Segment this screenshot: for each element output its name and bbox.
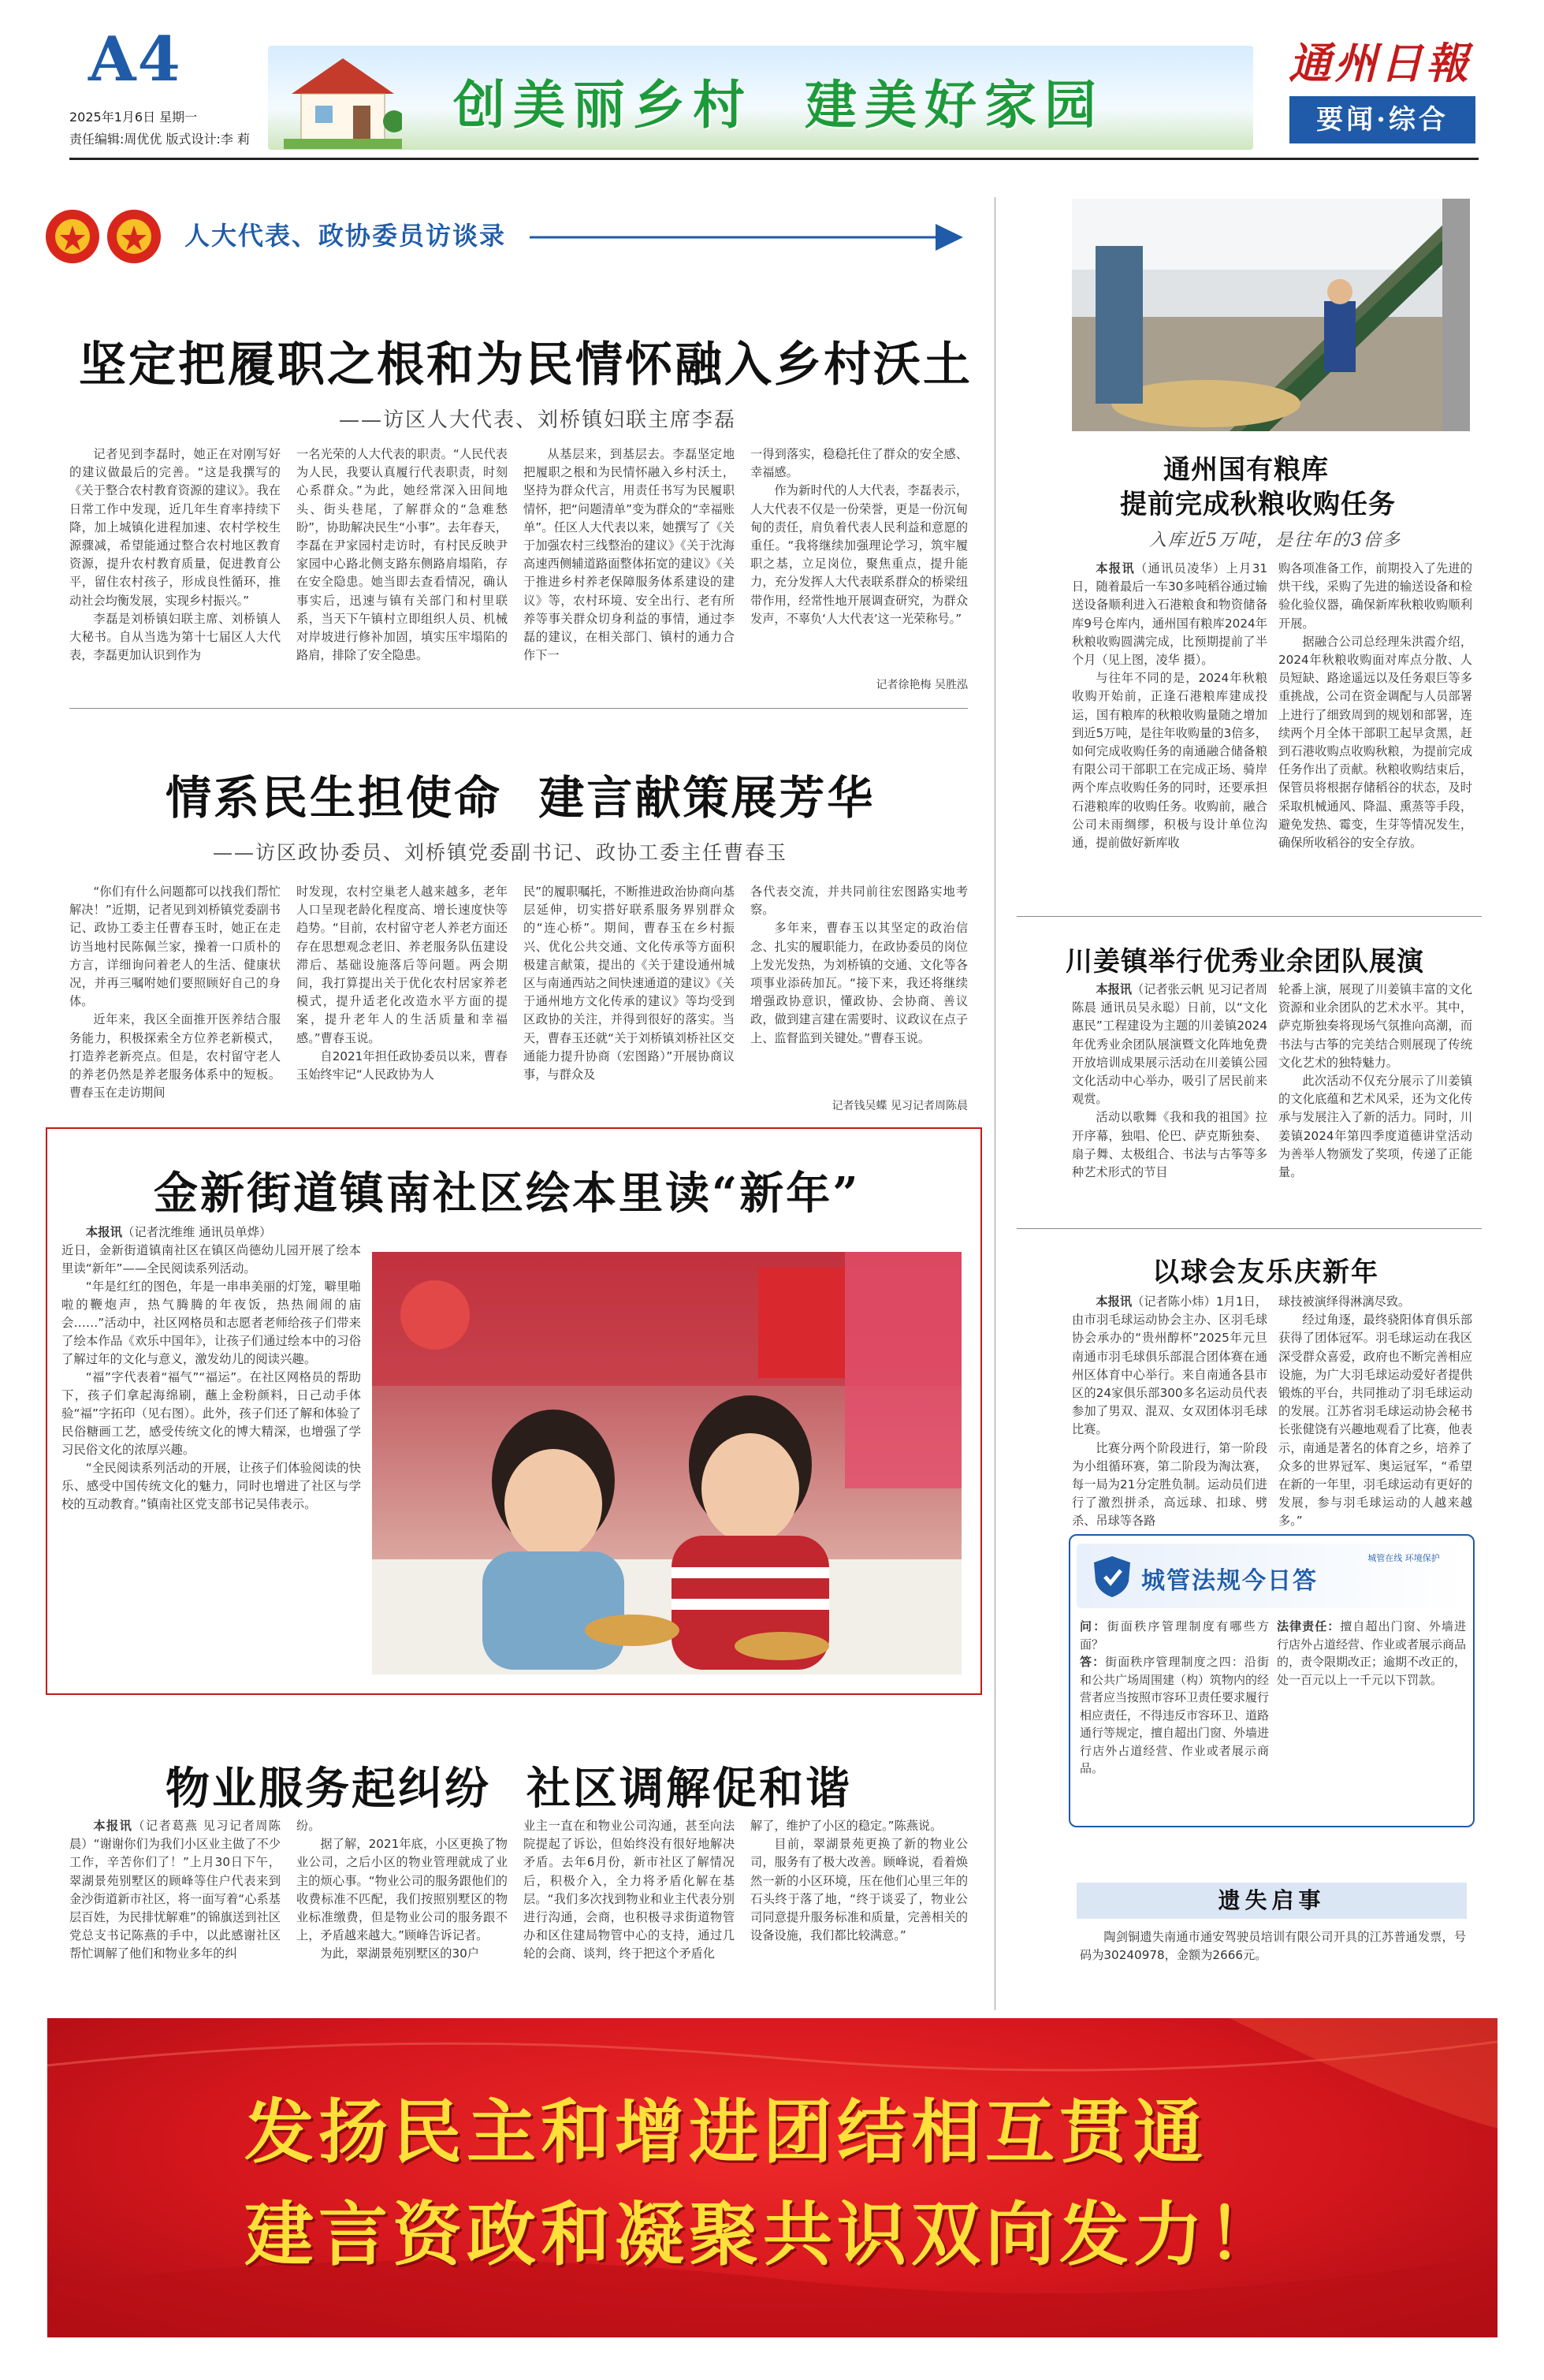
emblem-icon — [41, 203, 175, 274]
banner-line1: 发扬民主和增进团结相互贯通 — [244, 2091, 1208, 2173]
column-tag-label: 人大代表、政协委员访谈录 — [184, 221, 507, 251]
section-label: 要闻·综合 — [1289, 96, 1475, 143]
divider — [1017, 916, 1482, 917]
right1-title-line1: 通州国有粮库 — [1163, 454, 1329, 486]
editors-credit: 责任编辑:周优优 版式设计:李 莉 — [69, 132, 250, 147]
article4-title: 物业服务起纠纷 社区调解促和谐 — [166, 1763, 852, 1815]
article3-title: 金新街道镇南社区绘本里读“新年” — [154, 1168, 861, 1220]
page-header — [0, 0, 1544, 158]
issue-date: 2025年1月6日 星期一 — [69, 110, 198, 125]
article4-col2: 纷。 据了解，2021年底，小区更换了物业公司，之后小区的物业管理就成了业主的烦心事。“物业公司的服务跟他们的收费标准不匹配，我们按照别墅区的物业标准缴费，但是物业公司的服务跟不上，矛盾越来越大。”顾峰告诉记者。 为此，翠湖景苑别墅区的30户 — [296, 1819, 508, 1961]
right1-subtitle: 入库近5万吨，是往年的3倍多 — [1149, 531, 1401, 550]
article1-subtitle: ——访区人大代表、刘桥镇妇联主席李磊 — [339, 408, 737, 432]
right2-title: 川姜镇举行优秀业余团队展演 — [1066, 946, 1424, 978]
header-rule — [69, 158, 1479, 160]
article2-subtitle: ——访区政协委员、刘桥镇党委副书记、政协工委主任曹春玉 — [213, 841, 788, 864]
article2-title: 情系民生担使命 建言献策展芳华 — [166, 771, 876, 825]
lost-body: 陶剑铜遗失南通市通安驾驶员培训有限公司开具的江苏普通发票，号码为30240978，金额为2666元。 — [1080, 1930, 1466, 1963]
right1-col1: 本报讯（通讯员凌华）上月31日，随着最后一车30多吨稻谷通过输送设备顺利进入石港粮食和物资储备库9号仓库内，通州国有粮库2024年秋粮收购圆满完成，比预期提前了半个月（见上图，凌华 摄）。 与往年不同的是，2024年秋粮收购开始前，正逢石港粮库建成投运，国有粮库的秋粮收购量随之增加到近5万吨，是往年收购量的3倍多，如何完成收购任务的南通融合储备粮有限公司干部职工在完成正场、骑岸两个库点收购任务的同时，还要承担石港粮库的收购任务。收购前，融合公司未雨绸缪，积极与设计单位沟通，提前做好新库收 — [1072, 561, 1268, 851]
lost-notice — [1069, 1883, 1475, 2017]
bottom-banner — [47, 2018, 1497, 2337]
grain-depot-photo — [1072, 199, 1470, 431]
article2-col3: 民”的履职嘱托，不断推进政治协商向基层延伸，切实搭好联系服务界别群众的“连心桥”。期间，曹春玉在乡村振兴、优化公共交通、文化传承等方面积极建言献策，提出的《关于建设通州城区与南通西站之间快速通道的建议》《关于通州地方文化传承的建议》等均受到区政协的关注，并得到很好的落实。当天，曹春玉还就“关于刘桥镇刘桥社区交通能力提升协商（宏图路）”开展协商议事，与群众及 — [523, 885, 735, 1082]
law-title: 城管法规今日答 — [1141, 1567, 1318, 1595]
right1-title-line2: 提前完成秋粮收购任务 — [1120, 489, 1396, 520]
article2-byline: 记者钱吴蝶 见习记者周陈晨 — [832, 1100, 968, 1112]
article2-col2: 时发现，农村空巢老人越来越多，老年人口呈现老龄化程度高、增长速度快等趋势。“目前，农村留守老人养老方面还存在思想观念老旧、养老服务队伍建设滞后、基础设施落后等问题。两会期间，我打算提出关于优化农村居家养老模式，提升适老化改造水平方面的提案，提升老年人的生活质量和幸福感。”曹春玉说。 自2021年担任政协委员以来，曹春玉始终牢记“人民政协为人 — [296, 885, 508, 1082]
article4-col4: 解了，维护了小区的稳定。”陈燕说。 目前，翠湖景苑更换了新的物业公司，服务有了极大改善。顾峰说，看着焕然一新的小区环境，压在他们心里三年的石头终于落了地，“终于谈妥了，物业公司同意提升服务标准和质量，完善相关的设备设施，我们都比较满意。” — [750, 1819, 968, 1943]
header-banner — [268, 46, 1253, 150]
right3-col2: 球技被演绎得淋漓尽致。 经过角逐，最终骁阳体育俱乐部获得了团体冠军。羽毛球运动在我区深受群众喜爱，政府也不断完善相应设施，为广大羽毛球运动爱好者提供锻炼的平台，共同推动了羽毛球运动的发展。江苏省羽毛球运动协会秘书长张健饶有兴趣地观看了比赛，他表示，南通是著名的体育之乡，培养了众多的世界冠军、奥运冠军，“希望在新的一年里，羽毛球运动有更好的发展，参与羽毛球运动的人越来越多。” — [1278, 1294, 1472, 1529]
divider — [69, 708, 968, 709]
banner-slogan: 创美丽乡村 建美好家园 — [453, 74, 1104, 136]
right1-col2: 购各项准备工作，前期投入了先进的烘干线，采购了先进的输送设备和检验化验仪器，确保新库秋粮收购顺利开展。 据融合公司总经理朱洪霞介绍，2024年秋粮收购面对库点分散、人员短缺、路途遥远以及任务艰巨等多重挑战，公司在资金调配与人员部署上进行了细致周到的规划和部署，连续两个月全体干部职工起早贪黑，赶到石港收购点收购秋粮，为提前完成任务作出了贡献。秋粮收购结束后，保管员将根据存储稻谷的状态，及时采取机械通风、降温、熏蒸等手段，避免发热、霉变，生芽等情况发生，确保所收稻谷的安全存放。 — [1278, 561, 1472, 851]
page-number: A4 — [88, 24, 182, 95]
shield-icon — [1091, 1555, 1133, 1599]
arrow-icon — [530, 218, 971, 257]
article1-byline: 记者徐艳梅 吴胜泓 — [876, 679, 968, 691]
masthead-logo: 通州日報 — [1289, 38, 1471, 88]
article2-col4: 各代表交流，并共同前往宏图路实地考察。 多年来，曹春玉以其坚定的政治信念、扎实的履职能力，在政协委员的岗位上发光发热，为刘桥镇的交通、文化等各项事业添砖加瓦。“接下来，我还将继续增强政协意识，懂政协、会协商、善议政，做到建言建在需要时、议政议在点子上、监督监到关键处。”曹春玉说。 — [750, 885, 968, 1045]
article1-col1: 记者见到李磊时，她正在对刚写好的建议做最后的完善。“这是我撰写的《关于整合农村教育资源的建议》。我在日常工作中发现，近几年生育率持续下降，加上城镇化进程加速、农村学校生源骤减，希望能通过整合农村地区教育资源，提升农村教育质量，促进教育公平，留住农村孩子，形成良性循环，推动社会均衡发展，实现乡村振兴。” 李磊是刘桥镇妇联主席、刘桥镇人大秘书。自从当选为第十七届区人大代表，李磊更加认识到作为 — [69, 447, 281, 663]
law-col1: 问：街面秩序管理制度有哪些方面？ 答：街面秩序管理制度之四：沿街和公共广场周围建（构）筑物内的经营者应当按照市容环卫责任要求履行相应责任，不得违反市容环卫、道路通行等规定，擅自超出门窗、外墙进行店外占道经营、作业或者展示商品。 — [1080, 1619, 1270, 1775]
banner-line2: 建言资政和凝聚共识双向发力！ — [244, 2194, 1282, 2275]
law-badge: 城管在线 环境保护 — [1367, 1553, 1440, 1563]
law-col2: 法律责任：擅自超出门窗、外墙进行店外占道经营、作业或者展示商品的，责令限期改正；逾期不改正的，处一百元以上一千元以下罚款。 — [1277, 1619, 1467, 1687]
article3-text: 本报讯（记者沈维维 通讯员单烨） 近日，金新街道镇南社区在镇区尚德幼儿园开展了绘本里读“新年”——全民阅读系列活动。 “年是红红的图色，年是一串串美丽的灯笼，噼里啪啦的鞭炮声，热气腾腾的年夜饭，热热闹闹的庙会……”活动中，社区网格员和志愿者老师给孩子们带来了绘本作品《欢乐中国年》，让孩子们通过绘本中的习俗了解过年的文化与意义，激发幼儿的阅读兴趣。 “福”字代表着“福气”“福运”。在社区网格员的帮助下，孩子们拿起海绵刷，蘸上金粉颜料，日己动手体验“福”字拓印（见右图）。此外，孩子们还了解和体验了民俗糖画工艺，感受传统文化的博大精深，也增强了学习民俗文化的浓厚兴趣。 “全民阅读系列活动的开展，让孩子们体验阅读的快乐、感受中国传统文化的魅力，同时也增进了社区与学校的互动教育。”镇南社区党支部书记吴伟表示。 — [61, 1225, 361, 1511]
lost-title: 遗失启事 — [1077, 1883, 1467, 1919]
article4-col3: 业主一直在和物业公司沟通，甚至向法院提起了诉讼，但始终没有很好地解决矛盾。去年6月份，新市社区了解情况后，积极介入，全力将矛盾化解在基层。“我们多次找到物业和业主代表分别进行沟通，会商，也积极寻求街道物管办和区住建局物管中心的支持，通过几轮的会商、谈判，终于把这个矛盾化 — [523, 1819, 735, 1961]
kids-reading-photo — [372, 1252, 962, 1674]
house-illustration — [284, 50, 402, 149]
article1-col4: 一得到落实，稳稳托住了群众的安全感、幸福感。 作为新时代的人大代表，李磊表示，人大代表不仅是一份荣誉，更是一份沉甸甸的责任，肩负着代表人民利益和意愿的重任。“我将继续加强理论学习，筑牢履职之基，立足岗位，聚焦重点，提升能力，充分发挥人大代表联系群众的桥梁纽带作用，经常性地开展调查研究，为群众发声，不辜负‘人大代表’这一光荣称号。” — [750, 447, 968, 626]
banner-waves — [47, 2018, 1497, 2337]
column-tag — [41, 203, 987, 274]
right3-title: 以球会友乐庆新年 — [1152, 1257, 1379, 1288]
law-box — [1069, 1534, 1475, 1827]
article1-col3: 从基层来，到基层去。李磊坚定地把履职之根和为民情怀融入乡村沃土，坚持为群众代言，用责任书写为民履职情怀，把“问题清单”变为群众的“幸福账单”。任区人大代表以来，她撰写了《关于加强农村三线整治的建议》《关于沈海高速西侧辅道路面整体拓宽的建议》《关于推进乡村养老保障服务体系建设的建议》等，农村环境、安全出行、老有所养等事关群众切身利益的事情，通过李磊的建议，在相关部门、镇村的通力合作下一 — [523, 447, 735, 663]
right2-col2: 轮番上演，展现了川姜镇丰富的文化资源和业余团队的艺术水平。其中，萨克斯独奏将现场气氛推向高潮，而书法与古筝的完美结合则展现了传统文化艺术的独特魅力。 此次活动不仅充分展示了川姜镇的文化底蕴和艺术风采，还为文化传承与发展注入了新的活力。同时，川姜镇2024年第四季度道德讲堂活动为善举人物颁发了奖项，传递了正能量。 — [1278, 982, 1472, 1180]
divider — [1017, 1228, 1482, 1229]
right2-col1: 本报讯（记者张云帆 见习记者周陈晨 通讯员吴永聪）日前，以“文化惠民”工程建设为主题的川姜镇2024年优秀业余团队展演暨文化阵地免费开放培训成果展示活动在川姜镇公园文化活动中心举办，吸引了居民前来观赏。 活动以歌舞《我和我的祖国》拉开序幕，独唱、伦巴、萨克斯独奏、扇子舞、太极组合、书法与古筝等多种艺术形式的节目 — [1072, 982, 1268, 1180]
law-header — [1077, 1544, 1467, 1608]
article1-title: 坚定把履职之根和为民情怀融入乡村沃土 — [79, 337, 973, 393]
article2-col1: “你们有什么问题都可以找我们帮忙解决！”近期，记者见到刘桥镇党委副书记、政协工委主任曹春玉时，她正在走访当地村民陈佩兰家，操着一口质朴的方言，详细询问着老人的生活、健康状况，并再三嘱咐她们要照顾好自己的身体。 近年来，我区全面推开医养结合服务能力，积极探索全方位养老新模式，打造养老新亮点。但是，农村留守老人的养老仍然是养老服务体系中的短板。曹春玉在走访期间 — [69, 885, 281, 1101]
article1-col2: 一名光荣的人大代表的职责。“人民代表为人民，我要认真履行代表职责，时刻心系群众。”为此，她经常深入田间地头、街头巷尾，了解群众的“急难愁盼”，协助解决民生“小事”。去年春天，李磊在尹家园村走访时，有村民反映尹家园中心路北侧支路东侧路肩塌陷，存在安全隐患。她当即去查看情况，确认事实后，迅速与镇有关部门和村里联系，当天下午镇村立即组织人员、机械对岸坡进行修补加固，填实压牢塌陷的路肩，排除了安全隐患。 — [296, 447, 508, 663]
article3-box — [46, 1127, 982, 1695]
right3-col1: 本报讯（记者陈小炜）1月1日，由市羽毛球运动协会主办、区羽毛球协会承办的“贵州醇杯”2025年元旦南通市羽毛球俱乐部混合团体赛在通州区体育中心举行。来自南通各县市区的24家俱乐部300多名运动员代表参加了男双、混双、女双团体羽毛球比赛。 比赛分两个阶段进行，第一阶段为小组循环赛，第二阶段为淘汰赛，每一局为21分定胜负制。运动员们进行了激烈拼杀，高远球、扣球、劈杀、吊球等各路 — [1072, 1294, 1268, 1529]
article4-col1: 本报讯（记者葛燕 见习记者周陈晨）“谢谢你们为我们小区业主做了不少工作，辛苦你们了！”上月30日下午，翠湖景苑别墅区的顾峰等住户代表来到金沙街道新市社区，将一面写着“心系基层百姓，为民排忧解难”的锦旗送到社区党总支书记陈燕的手中，以此感谢社区帮忙调解了他们和物业多年的纠 — [69, 1819, 281, 1961]
